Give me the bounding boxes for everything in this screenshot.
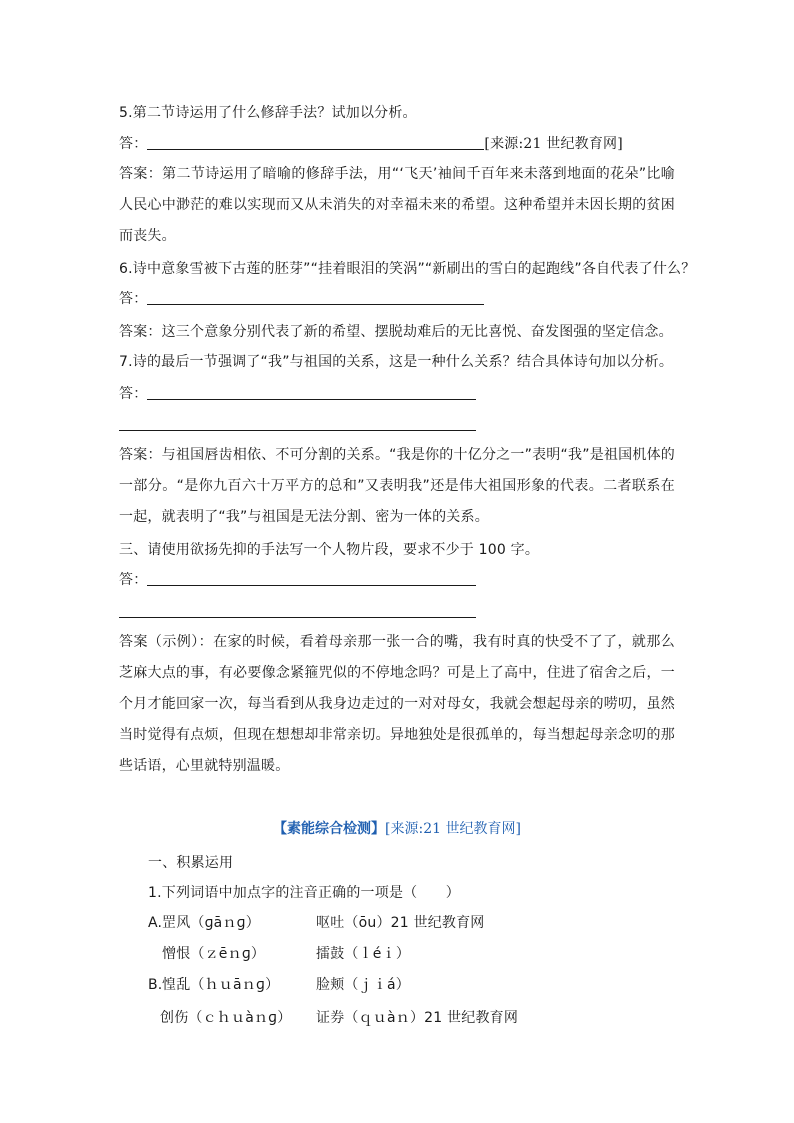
answer-blank[interactable] xyxy=(147,135,484,150)
option-a-term-3: 憎恨（ｚēｎɡ） xyxy=(162,946,266,962)
option-b-term-3: 创伤（ｃｈｕàｎɡ） xyxy=(160,1010,292,1026)
answer-blank-line[interactable] xyxy=(119,617,476,618)
answer-label: 答： xyxy=(119,572,148,588)
answer-text-7: 答案：与祖国唇齿相依、不可分割的关系。“我是你的十亿分之一”表明“我”是祖国机体的一部分。“是你九百六十万平方的总和”又表明我”还是伟大祖国形象的代表。二者联系在一起，就表明了“我”与祖国是无法分割、密为一体的关系。 xyxy=(119,447,675,525)
answer-line-6 xyxy=(119,289,484,309)
option-b-term-4: 证券（ｑｕàｎ）21 世纪教育网 xyxy=(316,1010,519,1026)
question-6: 6.诗中意象雪被下古莲的胚芽”“挂着眼泪的笑涡”“新刷出的雪白的起跑线”各自代表了什么？ xyxy=(119,261,696,277)
option-b-term-1: 惶乱（ｈｕāｎɡ） xyxy=(162,977,280,993)
section-title: 【素能综合检测】 xyxy=(273,821,386,837)
option-b-term-2: 脸颊（ｊｉá） xyxy=(316,977,410,993)
source-tag: [来源:21 世纪教育网] xyxy=(484,136,623,152)
answer-text-5: 答案：第二节诗运用了暗喻的修辞手法，用“‘飞天’袖间千百年来未落到地面的花朵”比喻人民心中渺茫的难以实现而又从未消失的对幸福未来的希望。这种希望并未因长期的贫困而丧失。 xyxy=(119,166,675,244)
source-tag: [来源:21 世纪教育网] xyxy=(385,821,521,837)
answer-line-7 xyxy=(119,384,476,404)
question-1: 1.下列词语中加点字的注音正确的一项是（ ） xyxy=(148,885,460,901)
answer-text-6: 答案：这三个意象分别代表了新的希望、摆脱劫难后的无比喜悦、奋发图强的坚定信念。 xyxy=(119,324,673,340)
answer-blank[interactable] xyxy=(147,571,476,586)
part-3-question: 三、请使用欲扬先抑的手法写一个人物片段，要求不少于 100 字。 xyxy=(119,542,540,558)
option-a-term-1: 罡风（ɡāｎɡ） xyxy=(162,915,260,931)
answer-label: 答： xyxy=(119,136,148,152)
answer-text-part3: 答案（示例）：在家的时候，看着母亲那一张一合的嘴，我有时真的快受不了了，就那么芝麻大点的事，有必要像念紧箍咒似的不停地念吗？可是上了高中，住进了宿舍之后，一个月才能回家一次，每当看到从我身边走过的一对对母女，我就会想起母亲的唠叨，虽然当时觉得有点烦，但现在想想却非常亲切。异地独处是很孤单的，每当想起母亲念叨的那些话语，心里就特别温暖。 xyxy=(119,634,675,774)
answer-blank-line[interactable] xyxy=(119,430,476,431)
answer-label: 答： xyxy=(119,291,148,307)
answer-line-5 xyxy=(119,134,623,154)
option-a-label: A. xyxy=(148,915,163,931)
option-b-label: B. xyxy=(148,977,163,993)
question-7: 7.诗的最后一节强调了“我”与祖国的关系，这是一种什么关系？结合具体诗句加以分析。 xyxy=(119,354,674,370)
answer-blank[interactable] xyxy=(147,290,484,305)
option-a-term-4: 擂鼓（ｌéｉ） xyxy=(316,946,411,962)
section-heading xyxy=(0,819,794,839)
sub-heading: 一、积累运用 xyxy=(148,855,234,871)
answer-blank[interactable] xyxy=(147,385,476,400)
answer-line-part3 xyxy=(119,570,476,590)
option-a-term-2: 呕吐（ōu）21 世纪教育网 xyxy=(316,915,485,931)
question-5: 5.第二节诗运用了什么修辞手法？试加以分析。 xyxy=(119,105,417,121)
answer-label: 答： xyxy=(119,386,148,402)
